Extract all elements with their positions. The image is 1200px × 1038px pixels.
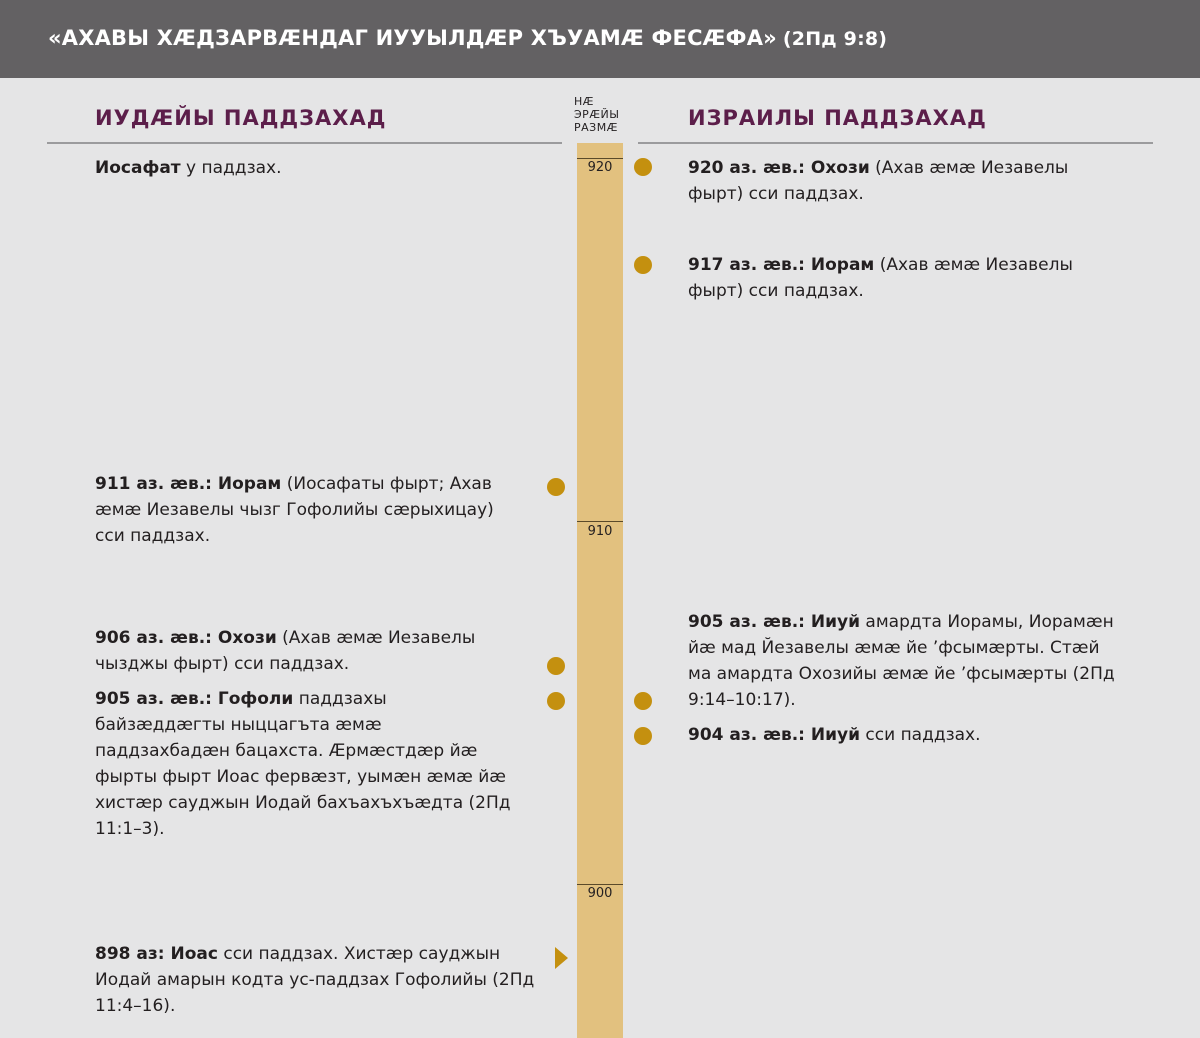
event-title: 905 аз. æв.: Ииуй xyxy=(688,612,861,632)
judah-event-898 xyxy=(95,941,535,1019)
judah-heading: ИУДÆЙЫ ПАДДЗАХАД xyxy=(95,106,387,130)
event-title: 911 аз. æв.: Иорам xyxy=(95,474,282,494)
event-text: (Ахав æмæ Иезавелы фырт) сси паддзах. xyxy=(688,158,1069,204)
event-text: сси паддзах. xyxy=(860,725,981,745)
title-reference: (2Пд 9:8) xyxy=(782,28,888,50)
event-text: (Иосафаты фырт; Ахав æмæ Иезавелы чызг Гофолийы сæрыхицау) сси паддзах. xyxy=(95,474,494,546)
judah-heading-rule xyxy=(47,142,562,144)
event-title: 920 аз. æв.: Охози xyxy=(688,158,870,178)
event-text: у паддзах. xyxy=(180,158,282,178)
event-text: паддзахы байзæддæгты ныццагъта æмæ паддзахбадæн бацахста. Æрмæстдæр йæ фырты фырт Иоас фервæзт, уымæн æмæ йæ хистæр сауджын Иодай бахъахъхъæдта (2Пд 11:1–3). xyxy=(95,689,511,839)
page-header xyxy=(0,0,1200,78)
israel-marker-917 xyxy=(634,256,652,274)
timeline-tick-910 xyxy=(577,521,623,522)
event-title: Иосафат xyxy=(95,158,181,178)
title-text: «АХАВЫ ХÆДЗАРВÆНДАГ ИУУЫЛДÆР ХЪУАМÆ ФЕСÆФА» xyxy=(48,26,777,50)
event-text: амардта Иорамы, Иорамæн йæ мад Йезавелы æмæ йе ’фсымæрты. Стæй ма амардта Охозийы æмæ йе ’фсымæрты (2Пд 9:14–10:17). xyxy=(688,612,1115,710)
event-title: 898 аз: Иоас xyxy=(95,944,218,964)
judah-event-jehoshaphat xyxy=(95,155,535,181)
judah-event-906 xyxy=(95,625,535,677)
israel-event-917 xyxy=(688,252,1108,304)
israel-marker-905 xyxy=(634,692,652,710)
israel-marker-904 xyxy=(634,727,652,745)
page-title xyxy=(48,26,887,50)
event-text: (Ахав æмæ Иезавелы фырт) сси паддзах. xyxy=(688,255,1073,301)
israel-marker-920 xyxy=(634,158,652,176)
event-title: 917 аз. æв.: Иорам xyxy=(688,255,875,275)
judah-marker-906 xyxy=(547,657,565,675)
timeline-tick-label-920: 920 xyxy=(587,160,613,175)
timeline-tick-label-910: 910 xyxy=(587,524,613,539)
judah-event-905 xyxy=(95,686,515,842)
israel-event-905 xyxy=(688,609,1118,713)
event-title: 906 аз. æв.: Охози xyxy=(95,628,277,648)
timeline-label-line-2: ЭРÆЙЫ xyxy=(574,108,620,121)
event-title: 905 аз. æв.: Гофоли xyxy=(95,689,294,709)
israel-event-904 xyxy=(688,722,1118,748)
timeline-label xyxy=(574,95,628,134)
timeline-tick-920 xyxy=(577,158,623,159)
judah-marker-905 xyxy=(547,692,565,710)
timeline-bar xyxy=(577,143,623,1038)
judah-marker-898-arrow xyxy=(555,947,568,969)
israel-heading: ИЗРАИЛЫ ПАДДЗАХАД xyxy=(688,106,987,130)
timeline-tick-900 xyxy=(577,884,623,885)
timeline-tick-label-900: 900 xyxy=(587,886,613,901)
event-text: (Ахав æмæ Иезавелы чызджы фырт) сси паддзах. xyxy=(95,628,476,674)
israel-event-920 xyxy=(688,155,1108,207)
israel-heading-rule xyxy=(638,142,1153,144)
judah-event-911 xyxy=(95,471,515,549)
timeline-label-line-1: НÆ xyxy=(574,95,594,108)
event-title: 904 аз. æв.: Ииуй xyxy=(688,725,861,745)
event-text: сси паддзах. Хистæр сауджын Иодай амарын кодта ус-паддзах Гофолийы (2Пд 11:4–16). xyxy=(95,944,535,1016)
timeline-label-line-3: РАЗМÆ xyxy=(574,121,618,134)
judah-marker-911 xyxy=(547,478,565,496)
